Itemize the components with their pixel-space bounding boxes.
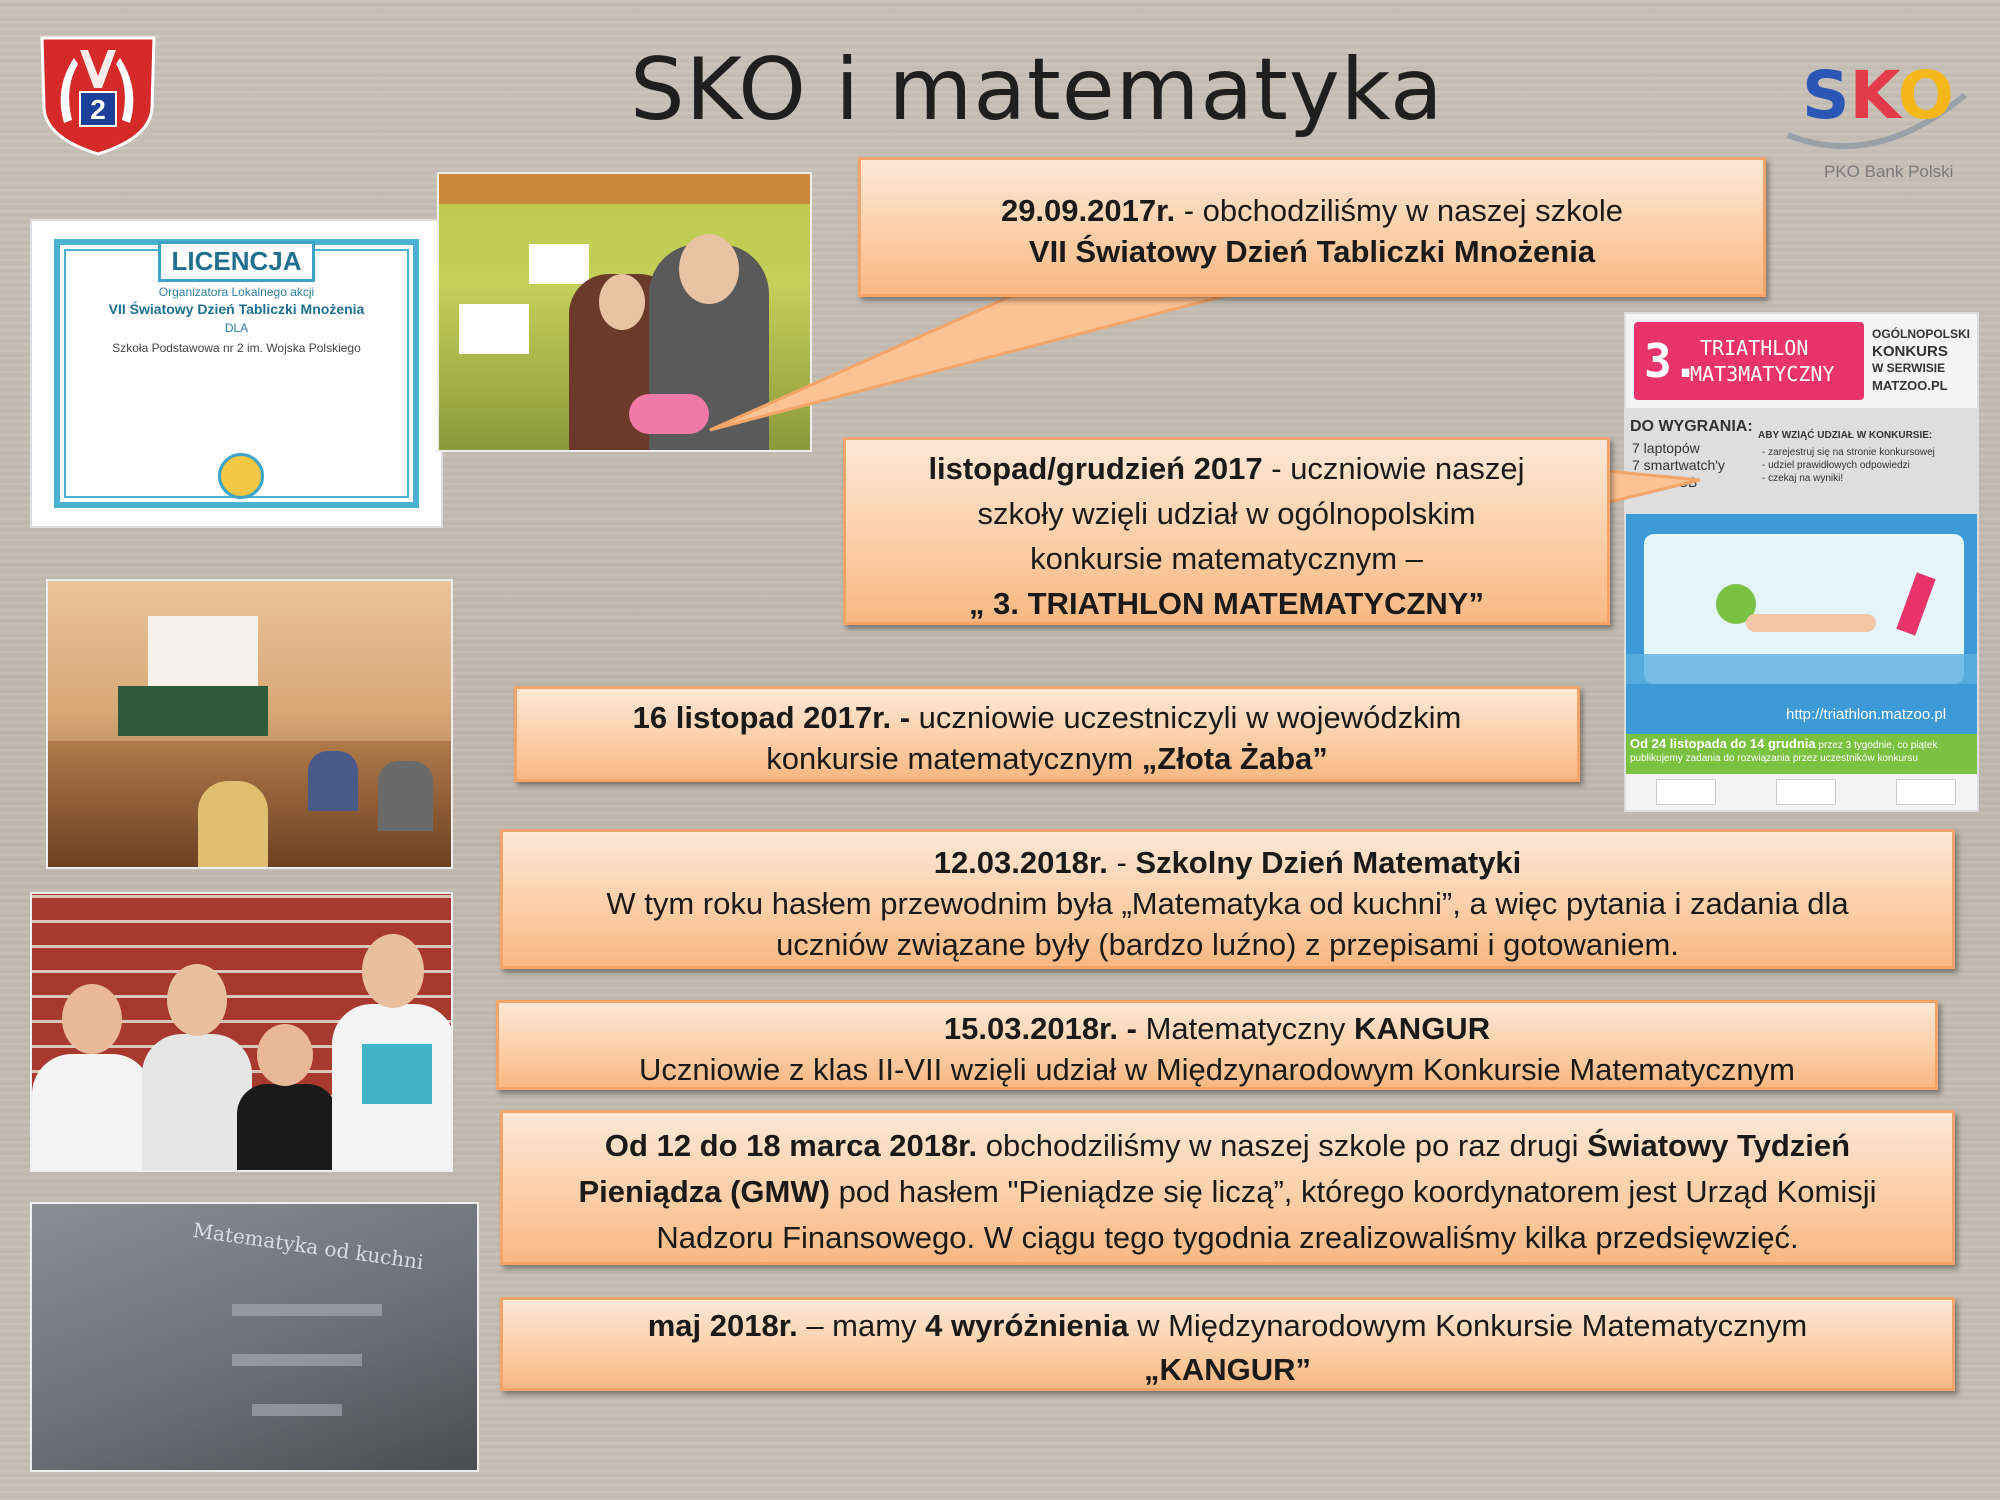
event-box-math-day: 12.03.2018r. - Szkolny Dzień Matematyki W tym roku hasłem przewodnim była „Matematyka od kuchni”, a więc pytania i zadania dla uczniów związane były (bardzo luźno) z przepisami i gotowaniem. [500, 829, 1955, 969]
license-certificate-image [30, 219, 443, 528]
event-5-date: 15.03.2018r. - [943, 1011, 1137, 1046]
event-2-date: listopad/grudzień 2017 [928, 451, 1263, 486]
event-6-title: Światowy Tydzień [1587, 1128, 1851, 1163]
sko-logo [1780, 40, 1970, 190]
photo-four-students-brick-wall [30, 892, 453, 1172]
event-box-zlota-zaba: 16 listopad 2017r. - uczniowie uczestniczyli w wojewódzkim konkursie matematycznym „Złota Żaba” [514, 686, 1580, 782]
event-box-multiplication-day [858, 157, 1766, 297]
page-title: SKO i matematyka [630, 40, 1444, 140]
license-seal [218, 453, 264, 499]
swimmer-illustration [1626, 514, 1979, 734]
event-3-title: „Złota Żaba” [1141, 741, 1328, 776]
event-1-title: VII Światowy Dzień Tabliczki Mnożenia [1028, 234, 1596, 269]
event-7-date: maj 2018r. [647, 1308, 798, 1343]
photo-projector-screen [30, 1202, 479, 1472]
sko-subtitle: PKO Bank Polski [1824, 162, 1954, 181]
event-box-triathlon: listopad/grudzień 2017 - uczniowie naszej szkoły wzięli udział w ogólnopolskim konkursie matematycznym – „ 3. TRIATHLON MATEMATYCZNY” [843, 437, 1610, 625]
svg-text:SKO: SKO [1802, 57, 1954, 134]
triathlon-badge: 3. TRIATHLON MAT3MATYCZNY [1634, 322, 1864, 400]
triathlon-dates: Od 24 listopada do 14 grudnia przez 3 tygodnie, co piątek publikujemy zadania do rozwiązania przez uczestników konkursu [1626, 734, 1979, 774]
board-heading: Matematyka od kuchni [191, 1217, 426, 1275]
event-1-date: 29.09.2017r. [1000, 193, 1176, 228]
triathlon-poster-image: 3. TRIATHLON MAT3MATYCZNY OGÓLNOPOLSKI KONKURS W SERWISIE MATZOO.PL DO WYGRANIA: 7 laptopów 7 smartwatch'y ABY WZIĄĆ UDZIAŁ W KONKURSIE: - zarejestruj się na stronie konkursowej - udziel prawidłowych odpowiedzi - czekaj na wyniki! http://triathlon.matzoo.pl Od 24 listopada do 14 grudnia przez 3 tygodnie, co piątek publikujemy zadania do rozwiązania przez uczestników konkursu [1624, 312, 1979, 812]
callout-pointer-1 [700, 280, 1260, 440]
event-4-date: 12.03.2018r. [933, 845, 1108, 880]
crest-number: 2 [90, 94, 106, 125]
license-organizer: Organizatora Lokalnego akcji [158, 285, 315, 299]
event-box-kangur-awards: maj 2018r. – mamy 4 wyróżnienia w Międzynarodowym Konkursie Matematycznym „KANGUR” [500, 1297, 1955, 1391]
event-2-title: „ 3. TRIATHLON MATEMATYCZNY” [969, 586, 1484, 621]
event-4-title: Szkolny Dzień Matematyki [1135, 845, 1522, 880]
event-1-text: - obchodziliśmy w naszej szkole [1175, 193, 1624, 228]
event-6-date: Od 12 do 18 marca 2018r. [604, 1128, 978, 1163]
event-5-title: KANGUR [1354, 1011, 1491, 1046]
event-box-money-week: Od 12 do 18 marca 2018r. obchodziliśmy w naszej szkole po raz drugi Światowy Tydzień Pieniądza (GMW) pod hasłem "Pieniądze się liczą”, którego koordynatorem jest Urząd Komisji Nadzoru Finansowego. W ciągu tego tygodnia zrealizowaliśmy kilka przedsięwzięć. [500, 1110, 1955, 1265]
prizes-label: DO WYGRANIA: [1630, 418, 1753, 435]
license-for: DLA [224, 321, 249, 335]
triathlon-url: http://triathlon.matzoo.pl [1786, 706, 1947, 723]
event-box-kangur: 15.03.2018r. - Matematyczny KANGUR Uczniowie z klas II-VII wzięli udział w Międzynarodowym Konkursie Matematycznym [496, 1000, 1938, 1090]
event-3-date: 16 listopad 2017r. - [632, 700, 911, 735]
school-crest-logo [34, 28, 162, 158]
license-heading: LICENCJA [158, 241, 314, 282]
photo-classroom [46, 579, 453, 869]
callout-pointer-2 [1595, 460, 1705, 520]
event-7-awards: 4 wyróżnienia [925, 1308, 1129, 1343]
license-event: VII Światowy Dzień Tabliczki Mnożenia [108, 301, 365, 317]
license-school: Szkoła Podstawowa nr 2 im. Wojska Polskiego [112, 341, 361, 355]
